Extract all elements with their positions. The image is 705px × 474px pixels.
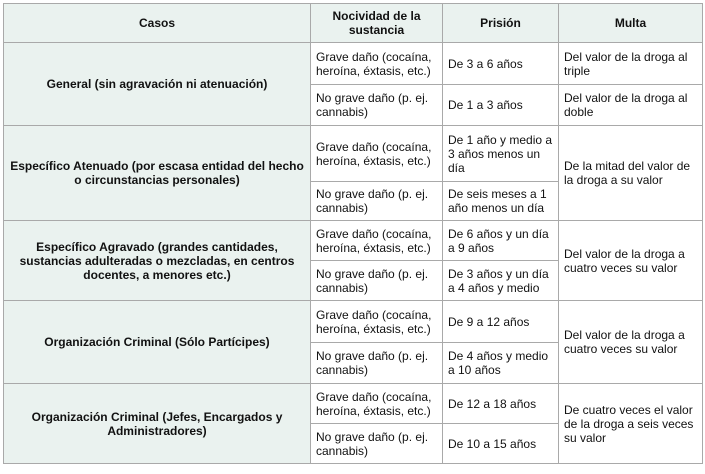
multa-cell: De la mitad del valor de la droga a su valor [559,126,703,221]
multa-cell: De cuatro veces el valor de la droga a seis veces su valor [559,384,703,464]
prision-cell: De seis meses a 1 año menos un día [443,182,559,221]
nocividad-cell: Grave daño (cocaína, heroína, éxtasis, etc.) [311,221,443,261]
prision-cell: De 10 a 15 años [443,424,559,464]
caso-cell: Organización Criminal (Sólo Partícipes) [4,301,311,384]
nocividad-cell: No grave daño (p. ej. cannabis) [311,424,443,464]
prision-cell: De 1 a 3 años [443,85,559,126]
multa-cell: Del valor de la droga al triple [559,43,703,85]
header-prision: Prisión [443,4,559,43]
prision-cell: De 4 años y medio a 10 años [443,343,559,384]
caso-cell: Organización Criminal (Jefes, Encargados y Administradores) [4,384,311,464]
prision-cell: De 9 a 12 años [443,301,559,343]
nocividad-cell: No grave daño (p. ej. cannabis) [311,343,443,384]
header-multa: Multa [559,4,703,43]
caso-cell: General (sin agravación ni atenuación) [4,43,311,126]
table-row [4,384,703,424]
header-casos: Casos [4,4,311,43]
nocividad-cell: Grave daño (cocaína, heroína, éxtasis, etc.) [311,126,443,182]
prision-cell: De 3 a 6 años [443,43,559,85]
caso-cell: Específico Atenuado (por escasa entidad del hecho o circunstancias personales) [4,126,311,221]
nocividad-cell: Grave daño (cocaína, heroína, éxtasis, etc.) [311,43,443,85]
table-row [4,301,703,343]
multa-cell: Del valor de la droga a cuatro veces su valor [559,301,703,384]
table-row [4,126,703,182]
prision-cell: De 1 año y medio a 3 años menos un día [443,126,559,182]
nocividad-cell: No grave daño (p. ej. cannabis) [311,261,443,301]
caso-cell: Específico Agravado (grandes cantidades, sustancias adulteradas o mezcladas, en centros docentes, a menores etc.) [4,221,311,301]
nocividad-cell: No grave daño (p. ej. cannabis) [311,182,443,221]
nocividad-cell: Grave daño (cocaína, heroína, éxtasis, etc.) [311,384,443,424]
multa-cell: Del valor de la droga al doble [559,85,703,126]
header-row [4,4,703,43]
table-row [4,43,703,85]
prision-cell: De 3 años y un día a 4 años y medio [443,261,559,301]
prision-cell: De 6 años y un día a 9 años [443,221,559,261]
nocividad-cell: No grave daño (p. ej. cannabis) [311,85,443,126]
table-row [4,221,703,261]
nocividad-cell: Grave daño (cocaína, heroína, éxtasis, etc.) [311,301,443,343]
penalties-table [3,3,703,464]
header-nocividad: Nocividad de la sustancia [311,4,443,43]
multa-cell: Del valor de la droga a cuatro veces su valor [559,221,703,301]
prision-cell: De 12 a 18 años [443,384,559,424]
